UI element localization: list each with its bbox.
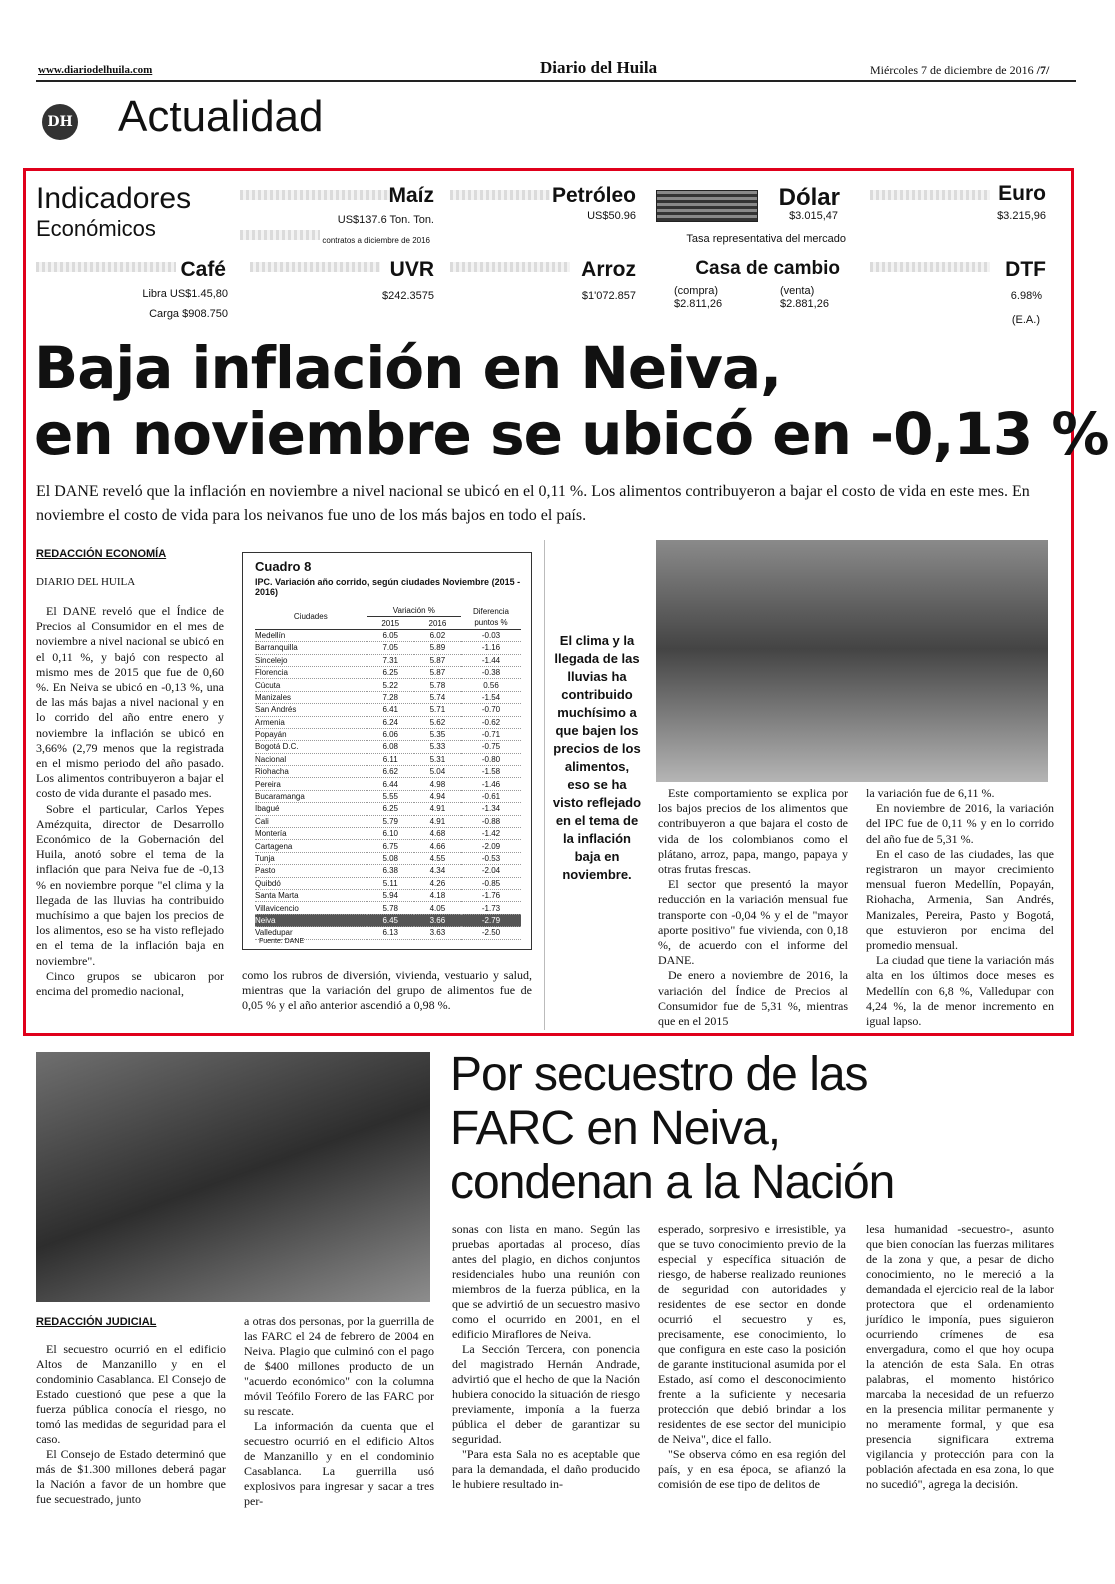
city-cell: Ibagué <box>255 804 280 814</box>
article2-column-1 <box>36 1342 226 1507</box>
table-row <box>255 914 521 926</box>
city-cell: Bucaramanga <box>255 792 305 802</box>
maiz-note: contratos a diciembre de 2016 <box>322 236 430 245</box>
value-cell: 3.63 <box>429 928 446 938</box>
col-header-2015: 2015 <box>381 618 400 628</box>
headline-2 <box>450 1048 894 1210</box>
table-row <box>255 679 521 691</box>
table-row <box>255 828 521 840</box>
city-cell: Valledupar <box>255 928 293 938</box>
cafe-libra: Libra US$1.45,80 <box>142 288 228 300</box>
city-cell: Nacional <box>255 754 287 764</box>
city-cell: Tunja <box>255 854 275 863</box>
value-cell: -1.76 <box>481 891 501 901</box>
city-cell: Armenia <box>255 717 285 727</box>
city-cell: Florencia <box>255 668 288 678</box>
uvr-label: UVR <box>389 258 434 281</box>
value-cell: 5.74 <box>429 692 446 702</box>
table-row <box>255 889 521 901</box>
paragraph: Este comportamiento se explica por los bajos precios de los alimentos que contribuyeron a que bajara el costo de vida de los colombianos como el plátano, arroz, papa, mango, papaya y otras frutas frescas. <box>658 786 848 877</box>
table-row <box>255 753 521 765</box>
value-cell: 6.11 <box>382 754 398 764</box>
city-cell: Medellín <box>255 630 286 640</box>
city-cell: Barranquilla <box>255 643 298 653</box>
value-cell: 4.18 <box>429 891 446 901</box>
value-cell: 5.35 <box>429 730 446 740</box>
value-cell: 6.25 <box>382 804 399 814</box>
maiz-value: US$137.6 Ton. Ton. <box>337 214 434 226</box>
uvr-value: $242.3575 <box>382 290 434 302</box>
value-cell: 6.02 <box>429 630 446 640</box>
value-cell: 6.62 <box>382 767 399 777</box>
byline-2: REDACCIÓN JUDICIAL <box>36 1316 157 1328</box>
city-cell: Cali <box>255 816 269 826</box>
paragraph: Sobre el particular, Carlos Yepes Amézquita, director de Desarrollo Económico de la Gobernación del Huila, anotó sobre el tema de la inflación que para Neiva fue de -0,13 % en noviembre porque "el clima y la llegada de las lluvias ha contribuido muchísimo a que bajen los precios de los alimentos, eso se ha visto reflejado en el tema de la inflación baja en noviembre". <box>36 801 224 968</box>
value-cell: 4.55 <box>429 854 446 863</box>
dh-logo-icon: DH <box>42 104 78 140</box>
value-cell: -0.88 <box>481 816 501 826</box>
city-cell: Sincelejo <box>255 655 288 665</box>
maiz-label: Maíz <box>388 184 434 207</box>
value-cell: 5.89 <box>429 643 446 653</box>
column-rule <box>544 540 545 1030</box>
table-row <box>255 790 521 802</box>
paragraph: a otras dos personas, por la guerrilla de las FARC el 24 de febrero de 2004 en Neiva. Plagio que culminó con el pago de $400 millones producto de un "acuerdo económico" con la columna móvil Teófilo Forero de las FARC por su rescate. <box>244 1314 434 1418</box>
paragraph: "Se observa cómo en esa región del país, y en esa época, se afianzó la comisión de ese tipo de delitos de <box>658 1447 846 1491</box>
value-cell: 5.08 <box>382 854 399 863</box>
dtf-label: DTF <box>1005 258 1046 281</box>
city-cell: Popayán <box>255 730 287 740</box>
article-column-3 <box>658 786 848 1029</box>
site-url[interactable]: www.diariodelhuila.com <box>38 64 153 76</box>
value-cell: 5.55 <box>382 792 399 802</box>
value-cell: 6.24 <box>382 717 399 727</box>
city-cell: Manizales <box>255 692 292 702</box>
table-title: Cuadro 8 <box>255 559 312 574</box>
value-cell: 4.94 <box>429 792 446 802</box>
value-cell: 6.45 <box>367 914 414 926</box>
city-cell: Montería <box>255 829 287 839</box>
indicators-title: Indicadores <box>36 182 192 215</box>
value-cell: -0.53 <box>481 854 501 863</box>
value-cell: -1.44 <box>481 655 501 665</box>
value-cell: 4.91 <box>429 816 446 826</box>
table-row <box>255 902 521 914</box>
pull-quote: El clima y la llegada de las lluvias ha contribuido muchísimo a que bajen los precios de los alimentos, eso se ha visto reflejado en el tema de la inflación baja en noviembre. <box>552 633 642 882</box>
city-cell: Riohacha <box>255 767 289 777</box>
indicators-subtitle: Económicos <box>36 216 156 241</box>
value-cell: 5.71 <box>429 705 446 715</box>
table-grid <box>255 605 521 940</box>
header-rule <box>36 80 1076 82</box>
value-cell: -1.58 <box>481 767 501 777</box>
article2-column-2 <box>244 1314 434 1509</box>
value-cell: 6.75 <box>382 841 399 851</box>
paragraph: La Sección Tercera, con ponencia del magistrado Hernán Andrade, advirtió que el hecho de que la Nación hubiera conocido la situación de riesgo previamente, imponía a la fuerza pública el deber de garantizar su seguridad. <box>452 1342 640 1446</box>
article-source: DIARIO DEL HUILA <box>36 576 136 588</box>
paragraph: De enero a noviembre de 2016, la variación del Índice de Precios al Consumidor fue de 5,31 %, mientras que en el 2015 <box>658 968 848 1029</box>
table-row <box>255 629 521 641</box>
value-cell: 6.38 <box>382 866 399 876</box>
value-cell: 3.66 <box>414 914 461 926</box>
col-header-diff: Diferencia puntos % <box>472 606 509 627</box>
headline-line-1: Baja inflación en Neiva, <box>34 334 782 402</box>
city-cell: Neiva <box>255 914 367 926</box>
paragraph: "Para esta Sala no es aceptable que para la demandada, el daño producido le hubiere resultado in- <box>452 1447 640 1491</box>
dtf-value: 6.98% <box>1010 290 1042 302</box>
article2-column-4 <box>658 1222 846 1492</box>
article-column-1 <box>36 604 224 999</box>
value-cell: -0.85 <box>481 878 501 888</box>
table-row <box>255 840 521 852</box>
article2-column-3 <box>452 1222 640 1492</box>
paragraph: El Consejo de Estado determinó que más de $1.300 millones deberá pagar la Nación a favor de un hombre que fue secuestrado, junto <box>36 1447 226 1506</box>
table-row <box>255 741 521 753</box>
city-cell: Santa Marta <box>255 891 299 901</box>
value-cell: -1.46 <box>481 779 501 789</box>
value-cell: -0.80 <box>481 754 501 764</box>
value-cell: -1.73 <box>481 903 501 913</box>
value-cell: 0.56 <box>483 680 499 690</box>
euro-label: Euro <box>998 182 1046 205</box>
headline-2-line-3: condenan a la Nación <box>450 1156 895 1209</box>
value-cell: 4.66 <box>429 841 446 851</box>
value-cell: -0.61 <box>481 792 501 802</box>
table-row <box>255 815 521 827</box>
paragraph: En el caso de las ciudades, las que registraron un mayor crecimiento mensual fueron Medellín, Popayán, Riohacha, Armenia, San Andrés, Manizales, Pereira, Pasto y Bogotá, que estuvieron por encima del promedio mensual. <box>866 846 1054 953</box>
paragraph: esperado, sorpresivo e irresistible, ya que se tuvo conocimiento previo de la especial y específica situación de riesgo, de haberse realizado reuniones de seguridad con autoridades y residentes de ese sector en donde ocurrió el secuestro y es, precisamente, ese conocimiento, lo que configura en este caso la posición de garante institucional asumida por el Estado, así como el desconocimiento frente a la suficiente y necesaria protección que debió brindar a los residentes de ese sector del municipio de Neiva", dice el fallo. <box>658 1222 846 1446</box>
value-cell: -1.42 <box>481 829 501 839</box>
headline-2-line-1: Por secuestro de las <box>450 1048 868 1101</box>
casa-compra-value: $2.811,26 <box>674 298 723 310</box>
col-header-2016: 2016 <box>428 618 447 628</box>
table-row <box>255 865 521 877</box>
paragraph: la variación fue de 6,11 %. <box>866 786 995 800</box>
paper-name: Diario del Huila <box>540 58 658 77</box>
article-column-4 <box>866 786 1054 1029</box>
euro-value: $3.215,96 <box>997 210 1046 222</box>
dolar-value: $3.015,47 <box>789 210 838 222</box>
value-cell: 5.78 <box>429 680 446 690</box>
table-row <box>255 852 521 864</box>
cafe-carga: Carga $908.750 <box>149 308 228 320</box>
value-cell: 7.05 <box>382 643 399 653</box>
arroz-label: Arroz <box>581 258 636 281</box>
value-cell: 6.13 <box>382 928 399 938</box>
petroleo-value: US$50.96 <box>587 210 636 222</box>
value-cell: -2.04 <box>481 866 501 876</box>
city-cell: Pasto <box>255 866 276 876</box>
table-row <box>255 654 521 666</box>
dtf-note: (E.A.) <box>1011 314 1040 326</box>
value-cell: 5.87 <box>429 655 446 665</box>
value-cell: 4.26 <box>429 878 446 888</box>
headline-line-2: en noviembre se ubicó en -0,13 % <box>34 400 1109 468</box>
value-cell: 5.33 <box>429 742 446 752</box>
value-cell: -1.16 <box>481 643 501 653</box>
value-cell: 7.31 <box>382 655 399 665</box>
date-line <box>870 63 1049 78</box>
city-cell: San Andrés <box>255 705 297 715</box>
value-cell: -1.54 <box>481 692 501 702</box>
article-lead: El DANE reveló que la inflación en noviembre a nivel nacional se ubicó en el 0,11 %. Los alimentos contribuyeron a bajar el costo de vida en este mes. En noviembre el costo de vida para los neivanos fue uno de los más bajos en todo el país. <box>36 483 1030 524</box>
value-cell: -1.34 <box>481 804 501 814</box>
value-cell: 5.87 <box>429 668 446 678</box>
city-cell: Quibdó <box>255 878 281 888</box>
casa-compra-label: (compra) <box>674 285 719 297</box>
value-cell: -0.75 <box>481 742 501 752</box>
value-cell: -2.79 <box>461 914 521 926</box>
cafe-label: Café <box>180 258 226 281</box>
date-text: Miércoles 7 de diciembre de 2016 <box>870 63 1034 77</box>
col-header-city: Ciudades <box>293 612 328 622</box>
value-cell: 7.28 <box>382 692 399 702</box>
table-row <box>255 716 521 728</box>
arroz-value: $1'072.857 <box>581 290 636 302</box>
value-cell: 5.11 <box>382 878 398 888</box>
col-header-variation: Variación % <box>367 605 461 617</box>
petroleo-label: Petróleo <box>551 184 636 207</box>
value-cell: 4.68 <box>429 829 446 839</box>
value-cell: 5.22 <box>382 680 399 690</box>
article2-column-5: lesa humanidad -secuestro-, asunto que bien conocían las fuerzas militares de la zona y que, a pesar de dicho conocimiento, no le mereció a la demandada el ejercicio real de la labor protectora que el ordenamiento jurídico le imponía, pues siguieron ocurriendo crímenes de esa envergadura, como el que hoy ocupa la atención de esta Sala. En otras palabras, el momento histórico marcaba la necesidad de un refuerzo en la presencia militar permanente y no meramente formal, y que esa presencia significara extrema vigilancia y protección para con la población afectada en esa zona, lo que no sucedió", agrega la decisión. <box>866 1222 1054 1491</box>
table-row <box>255 666 521 678</box>
table-row <box>255 691 521 703</box>
casa-venta-value: $2.881,26 <box>780 298 829 310</box>
paragraph: Cinco grupos se ubicaron por encima del promedio nacional, <box>36 968 224 999</box>
paragraph: La información da cuenta que el secuestro ocurrió en el edificio Altos de Manzanillo y en el condominio Casablanca. La guerrilla usó explosivos para ingresar y sacar a tres per- <box>244 1419 434 1508</box>
value-cell: -0.62 <box>481 717 501 727</box>
value-cell: -2.50 <box>481 928 501 938</box>
value-cell: -0.38 <box>481 668 501 678</box>
value-cell: 4.05 <box>429 903 446 913</box>
value-cell: 4.91 <box>429 804 446 814</box>
market-photo <box>656 540 1048 782</box>
dolar-note: Tasa representativa del mercado <box>686 233 846 245</box>
paragraph: La ciudad que tiene la variación más alta en los últimos doce meses es Medellín con 6,8 %, Valledupar con 4,24 %, la de menor incremento en igual lapso. <box>866 953 1054 1029</box>
table-body <box>255 629 521 939</box>
table-row <box>255 642 521 654</box>
city-cell: Cúcuta <box>255 680 281 690</box>
section-title: Actualidad <box>118 92 324 141</box>
value-cell: 6.06 <box>382 730 399 740</box>
table-row <box>255 704 521 716</box>
table-subtitle: IPC. Variación año corrido, según ciudades Noviembre (2015 - 2016) <box>255 577 521 597</box>
value-cell: 4.98 <box>429 779 446 789</box>
paragraph: El DANE reveló que el Índice de Precios al Consumidor en el mes de noviembre a nivel nacional se ubicó en el 0,11 %, y bajó con respecto al mismo mes de 2015 que fue de 0,60 %. En Neiva se ubicó en -0,13 %, una de las más bajas a nivel nacional y en lo corrido del año entre enero y noviembre la inflación se ubicó en 3,66% (2,79 menos que la registrada en el mismo periodo del año pasado. Los alimentos contribuyeron a bajar el costo de vida durante el pasado mes. <box>36 604 224 801</box>
value-cell: -2.09 <box>481 841 501 851</box>
value-cell: 5.79 <box>382 816 399 826</box>
table-row <box>255 803 521 815</box>
headline-2-line-2: FARC en Neiva, <box>450 1102 781 1155</box>
value-cell: 5.04 <box>429 767 446 777</box>
article-column-2: como los rubros de diversión, vivienda, vestuario y salud, mientras que la variación del grupo de alimentos fue de 0,05 % y el año anterior ascendió a 0,98 %. <box>242 968 532 1013</box>
table-row <box>255 877 521 889</box>
value-cell: 6.41 <box>382 705 399 715</box>
value-cell: 6.25 <box>382 668 399 678</box>
paragraph: sonas con lista en mano. Según las pruebas aportadas al proceso, días antes del plagio, en dichos conjuntos residenciales hubo una reunión con miembros de la fuerza pública, en la que se advirtió de un secuestro masivo como el ocurrido en 2001, en el edificio Miraflores de Neiva. <box>452 1222 640 1341</box>
soldiers-photo <box>36 1052 430 1302</box>
city-cell: Cartagena <box>255 841 293 851</box>
paragraph: En noviembre de 2016, la variación del IPC fue de 0,11 % y en lo corrido del año fue de 5,31 %. <box>866 801 1054 846</box>
table-row <box>255 778 521 790</box>
casa-label: Casa de cambio <box>695 258 840 279</box>
city-cell: Bogotá D.C. <box>255 742 299 752</box>
value-cell: 5.62 <box>429 717 446 727</box>
paragraph: El sector que presentó la mayor reducción en la variación mensual fue transporte con -0,04 % y el de "mayor aporte positivo" fue vivienda, con 0,18 %, de acuerdo con el informe del DANE. <box>658 877 848 968</box>
value-cell: 6.08 <box>382 742 399 752</box>
value-cell: 5.31 <box>429 754 446 764</box>
city-cell: Villavicencio <box>255 903 299 913</box>
city-cell: Pereira <box>255 779 281 789</box>
value-cell: 6.44 <box>382 779 399 789</box>
casa-venta-label: (venta) <box>780 285 815 297</box>
value-cell: 4.34 <box>429 866 446 876</box>
byline: REDACCIÓN ECONOMÍA <box>36 548 167 560</box>
value-cell: -0.03 <box>481 630 501 640</box>
table-row <box>255 728 521 740</box>
table-row <box>255 766 521 778</box>
ipc-table <box>242 552 532 950</box>
value-cell: 6.05 <box>382 630 399 640</box>
value-cell: 5.94 <box>382 891 399 901</box>
value-cell: 5.78 <box>382 903 399 913</box>
value-cell: -0.71 <box>481 730 501 740</box>
paragraph: El secuestro ocurrió en el edificio Altos de Manzanillo y en el condominio Casablanca. El Consejo de Estado cuestionó que pese a que la fuerza pública conocía el riesgo, no tomó las medidas de seguridad para el caso. <box>36 1342 226 1446</box>
page-number: /7/ <box>1036 63 1050 77</box>
dolar-label: Dólar <box>778 184 840 211</box>
table-source: Fuente: DANE <box>259 938 305 945</box>
value-cell: -0.70 <box>481 705 501 715</box>
value-cell: 6.10 <box>382 829 399 839</box>
